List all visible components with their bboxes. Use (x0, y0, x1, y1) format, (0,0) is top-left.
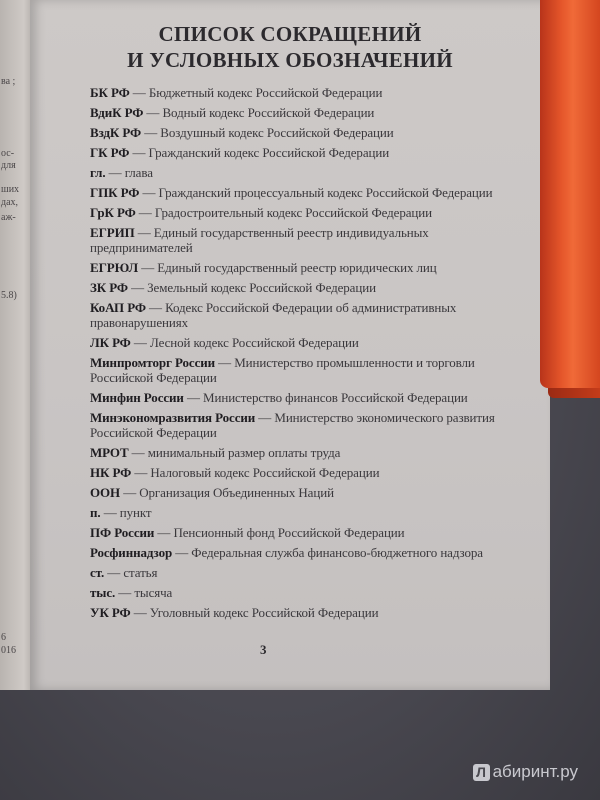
left-page-fragment: 016 (1, 645, 16, 656)
abbreviation-definition: — Лесной кодекс Российской Федерации (130, 335, 359, 350)
abbreviation-entry (90, 390, 510, 405)
abbreviation-term: гл. (90, 165, 106, 180)
abbreviation-definition: — Министерство экономического развития Российской Федерации (90, 410, 495, 440)
abbreviation-definition: — Гражданский кодекс Российской Федерации (129, 145, 390, 160)
abbreviation-entry (90, 565, 510, 580)
left-page-fragment: 5.8) (1, 290, 17, 301)
orange-pen-end (548, 388, 600, 398)
left-page-fragment: ос- (1, 148, 15, 159)
abbreviation-definition: — Пенсионный фонд Российской Федерации (154, 525, 405, 540)
abbreviation-term: Минпромторг России (90, 355, 216, 370)
abbreviation-term: Минэкономразвития России (90, 410, 256, 425)
abbreviation-definition: — Градостроительный кодекс Российской Федерации (135, 205, 432, 220)
watermark (473, 762, 578, 782)
abbreviation-term: ЕГРЮЛ (90, 260, 139, 275)
abbreviation-entry (90, 355, 510, 385)
abbreviation-entry (90, 205, 510, 220)
abbreviation-definition: — Единый государственный реестр юридических лиц (138, 260, 437, 275)
left-page-fragment: ва ; (1, 76, 16, 87)
abbreviation-entry (90, 85, 510, 100)
abbreviation-term: КоАП РФ (90, 300, 146, 315)
abbreviation-term: БК РФ (90, 85, 130, 100)
abbreviation-term: НК РФ (90, 465, 132, 480)
abbreviation-definition: — Единый государственный реестр индивидуальных предпринимателей (90, 225, 429, 255)
abbreviation-term: УК РФ (90, 605, 131, 620)
abbreviation-entry (90, 465, 510, 480)
abbreviation-term: п. (90, 505, 101, 520)
abbreviation-entry (90, 335, 510, 350)
abbreviation-entry (90, 165, 510, 180)
abbreviation-list (90, 85, 510, 625)
abbreviation-term: ВдиК РФ (90, 105, 144, 120)
abbreviation-term: ПФ России (90, 525, 155, 540)
abbreviation-definition: — Водный кодекс Российской Федерации (143, 105, 375, 120)
abbreviation-definition: — Гражданский процессуальный кодекс Российской Федерации (139, 185, 493, 200)
abbreviation-definition: — Организация Объединенных Наций (120, 485, 334, 500)
abbreviation-entry (90, 105, 510, 120)
left-page-fragment: для (1, 160, 16, 171)
abbreviation-term: ЕГРИП (90, 225, 135, 240)
orange-pen (540, 0, 600, 388)
abbreviation-entry (90, 545, 510, 560)
left-page-edge (0, 0, 34, 690)
left-page-fragment: 6 (1, 632, 6, 643)
abbreviation-entry (90, 585, 510, 600)
abbreviation-term: ГрК РФ (90, 205, 136, 220)
abbreviation-definition: — Кодекс Российской Федерации об административных правонарушениях (90, 300, 457, 330)
abbreviation-entry (90, 145, 510, 160)
abbreviation-term: МРОТ (90, 445, 129, 460)
abbreviation-definition: — статья (104, 565, 158, 580)
abbreviation-definition: — Бюджетный кодекс Российской Федерации (129, 85, 383, 100)
watermark-text: абиринт.ру (492, 762, 578, 781)
abbreviation-term: тыс. (90, 585, 116, 600)
abbreviation-entry (90, 300, 510, 330)
abbreviation-entry (90, 125, 510, 140)
abbreviation-entry (90, 225, 510, 255)
abbreviation-entry (90, 280, 510, 295)
abbreviation-term: ВздК РФ (90, 125, 142, 140)
page-title-line-2: И УСЛОВНЫХ ОБОЗНАЧЕНИЙ (127, 48, 453, 72)
abbreviation-definition: — Земельный кодекс Российской Федерации (127, 280, 376, 295)
abbreviation-term: ООН (90, 485, 121, 500)
labirint-logo-icon: Л (473, 764, 490, 781)
abbreviation-definition: — минимальный размер оплаты труда (128, 445, 341, 460)
page-title-line-1: СПИСОК СОКРАЩЕНИЙ (158, 22, 422, 46)
abbreviation-entry (90, 260, 510, 275)
abbreviation-entry (90, 445, 510, 460)
abbreviation-entry (90, 525, 510, 540)
abbreviation-definition: — Налоговый кодекс Российской Федерации (131, 465, 380, 480)
abbreviation-entry (90, 185, 510, 200)
abbreviation-term: ГПК РФ (90, 185, 140, 200)
abbreviation-term: ст. (90, 565, 105, 580)
abbreviation-term: ЗК РФ (90, 280, 128, 295)
abbreviation-entry (90, 410, 510, 440)
abbreviation-definition: — пункт (100, 505, 152, 520)
left-page-fragment: аж- (1, 212, 16, 223)
abbreviation-term: ЛК РФ (90, 335, 131, 350)
abbreviation-definition: — Министерство промышленности и торговли Российской Федерации (90, 355, 475, 385)
abbreviation-definition: — Федеральная служба финансово-бюджетного надзора (172, 545, 483, 560)
abbreviation-entry (90, 605, 510, 620)
book-page (30, 0, 550, 690)
abbreviation-definition: — глава (105, 165, 153, 180)
left-page-fragment: ших (1, 184, 20, 195)
abbreviation-definition: — Уголовный кодекс Российской Федерации (130, 605, 379, 620)
abbreviation-definition: — тысяча (115, 585, 173, 600)
abbreviation-entry (90, 485, 510, 500)
abbreviation-term: ГК РФ (90, 145, 130, 160)
abbreviation-term: Росфиннадзор (90, 545, 173, 560)
page-number: 3 (260, 642, 267, 657)
abbreviation-term: Минфин России (90, 390, 184, 405)
abbreviation-entry (90, 505, 510, 520)
left-page-fragment: дах, (1, 197, 19, 208)
abbreviation-definition: — Министерство финансов Российской Федерации (183, 390, 468, 405)
abbreviation-definition: — Воздушный кодекс Российской Федерации (141, 125, 394, 140)
